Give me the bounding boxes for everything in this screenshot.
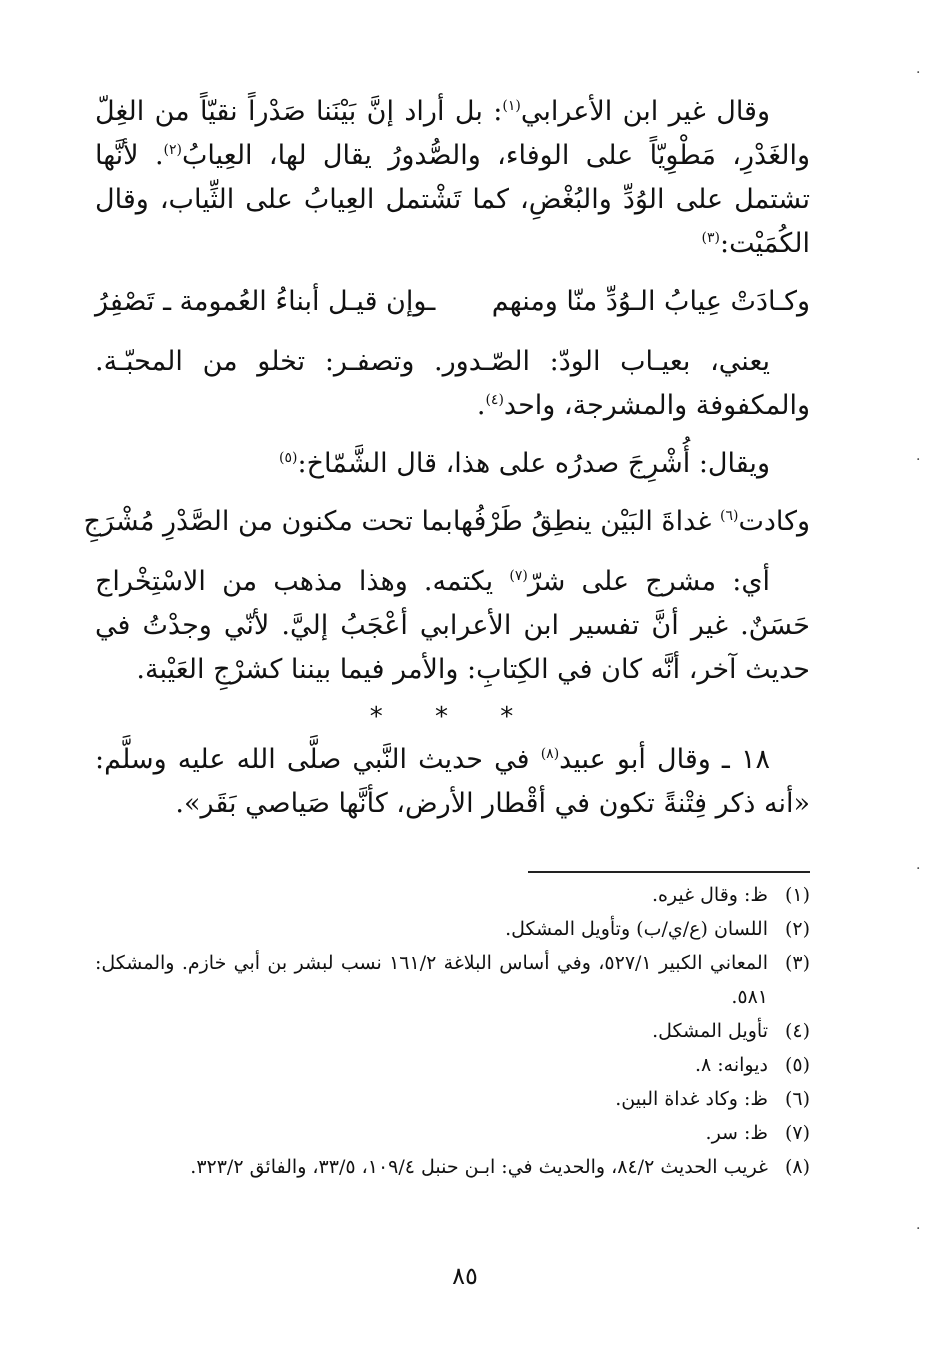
verse-hemistich-first	[453, 500, 810, 544]
footnote-ref[interactable]: (٣)	[701, 230, 720, 246]
footnote-1	[95, 878, 810, 912]
footnote-divider	[528, 871, 810, 873]
footnote-2	[95, 912, 810, 946]
paragraph-1	[95, 90, 810, 266]
text: .	[476, 390, 486, 421]
margin-mark: ·	[916, 1221, 921, 1237]
footnote-3	[95, 946, 810, 1014]
footnote-number: (٧)	[784, 1122, 810, 1144]
footnote-text: ظ: وقال غيره.	[651, 884, 768, 906]
footnote-text: ظ: سر.	[705, 1122, 768, 1144]
footnote-8	[95, 1150, 810, 1184]
footnote-text: غريب الحديث ٨٤/٢، والحديث في: ابـن حنبل ١٠٩/٤، ٣٣/٥، والفائق ٣٢٣/٢.	[190, 1156, 768, 1178]
footnote-ref[interactable]: (٦)	[719, 508, 739, 524]
section-separator: * * *	[369, 702, 536, 732]
text: وقال غير ابن الأعرابي	[520, 96, 770, 127]
footnote-text: تأويل المشكل.	[652, 1020, 768, 1042]
verse-hemistich-first: وكـادَتْ عِيابُ الـوُدِّ منّا ومنهم	[491, 286, 810, 317]
text: . لأنَّها تشتمل على الوُدِّ والبُغْضِ، كما تَشْتمل العِيابُ على الثِّياب، وقال الكُمَيْت:	[95, 140, 810, 259]
footnote-5	[95, 1048, 810, 1082]
margin-mark: ·	[916, 65, 921, 81]
footnote-ref[interactable]: (٢)	[163, 142, 183, 158]
footnote-number: (٦)	[784, 1088, 810, 1110]
footnote-ref[interactable]: (٤)	[485, 392, 504, 408]
footnote-ref[interactable]: (١)	[502, 98, 521, 114]
paragraph-4	[95, 560, 810, 692]
text: : بل أراد إنَّ بَيْنَنا صَدْراً نقيّاً من الغِلّ والغَدْرِ، مَطْوِيّاً على الوفاء، والصُّدورُ يقال لها، العِيابُ	[95, 96, 810, 171]
text: وكادت	[738, 506, 810, 537]
footnote-ref[interactable]: (٧)	[509, 568, 528, 584]
text: غداةَ البَيْن ينطِقُ طَرْفُها	[452, 506, 712, 537]
footnote-text: اللسان (ع/ي/ب) وتأويل المشكل.	[505, 918, 768, 940]
verse-hemistich-second: بما تحت مكنون من الصَّدْرِ مُشْرَجِ	[83, 506, 453, 537]
text: أي: مشرج على شرّ	[527, 566, 770, 597]
text: ويقال: أُشْرِجَ صدرُه على هذا، قال الشَّمّاخ:	[297, 448, 770, 479]
footnote-ref[interactable]: (٥)	[279, 450, 298, 466]
footnote-number: (٥)	[784, 1054, 810, 1076]
paragraph-5	[95, 738, 810, 826]
footnote-text: ديوانه: ٨.	[694, 1054, 768, 1076]
footnote-number: (٤)	[784, 1020, 810, 1042]
text: يكتمه. وهذا مذهب من الاسْتِخْراج حَسَنٌ. غير أنَّ تفسير ابن الأعرابي أعْجَبُ إليَّ. لأنّي وجدْتُ في حديث آخر، أنَّه كان في الكِتابِ: والأمر فيما بيننا كشرْجِ العَيْبة.	[95, 566, 810, 685]
verse-2	[83, 500, 810, 544]
footnote-text: ظ: وكاد غداة البين.	[615, 1088, 768, 1110]
verse-1	[95, 280, 810, 324]
paragraph-3	[95, 442, 810, 486]
footnote-number: (٣)	[784, 952, 810, 974]
footnote-text: المعاني الكبير ٥٢٧/١، وفي أساس البلاغة ١٦١/٢ نسب لبشر بن أبي خازم. والمشكل: ٥٨١.	[95, 952, 768, 1008]
main-text	[83, 90, 810, 826]
text: يعني، بعيـاب الودّ: الصّـدور. وتصفـر: تخلو من المحبّـة. والمكفوفة والمشرجة، واحد	[95, 346, 810, 421]
text: ١٨ ـ وقال أبو عبيد	[559, 744, 770, 775]
verse-hemistich-second: ـوإن قيـل أبناءُ العُمومة ـ تَصْفِرُ	[95, 286, 436, 317]
footnote-number: (٢)	[784, 918, 810, 940]
margin-mark: ·	[916, 861, 921, 877]
page-number: ٨٥	[452, 1262, 478, 1290]
margin-mark: ·	[916, 452, 921, 468]
footnote-number: (١)	[784, 884, 810, 906]
footnote-ref[interactable]: (٨)	[540, 746, 560, 762]
paragraph-2	[95, 340, 810, 428]
footnote-7	[95, 1116, 810, 1150]
footnote-6	[95, 1082, 810, 1116]
footnote-4	[95, 1014, 810, 1048]
footnote-number: (٨)	[784, 1156, 810, 1178]
footnotes	[95, 878, 810, 1184]
text: في حديث النَّبي صلَّى الله عليه وسلَّم: «أنه ذكر فِتْنةً تكون في أقْطار الأرض، كأنَّها صَياصي بَقَر».	[95, 744, 810, 819]
